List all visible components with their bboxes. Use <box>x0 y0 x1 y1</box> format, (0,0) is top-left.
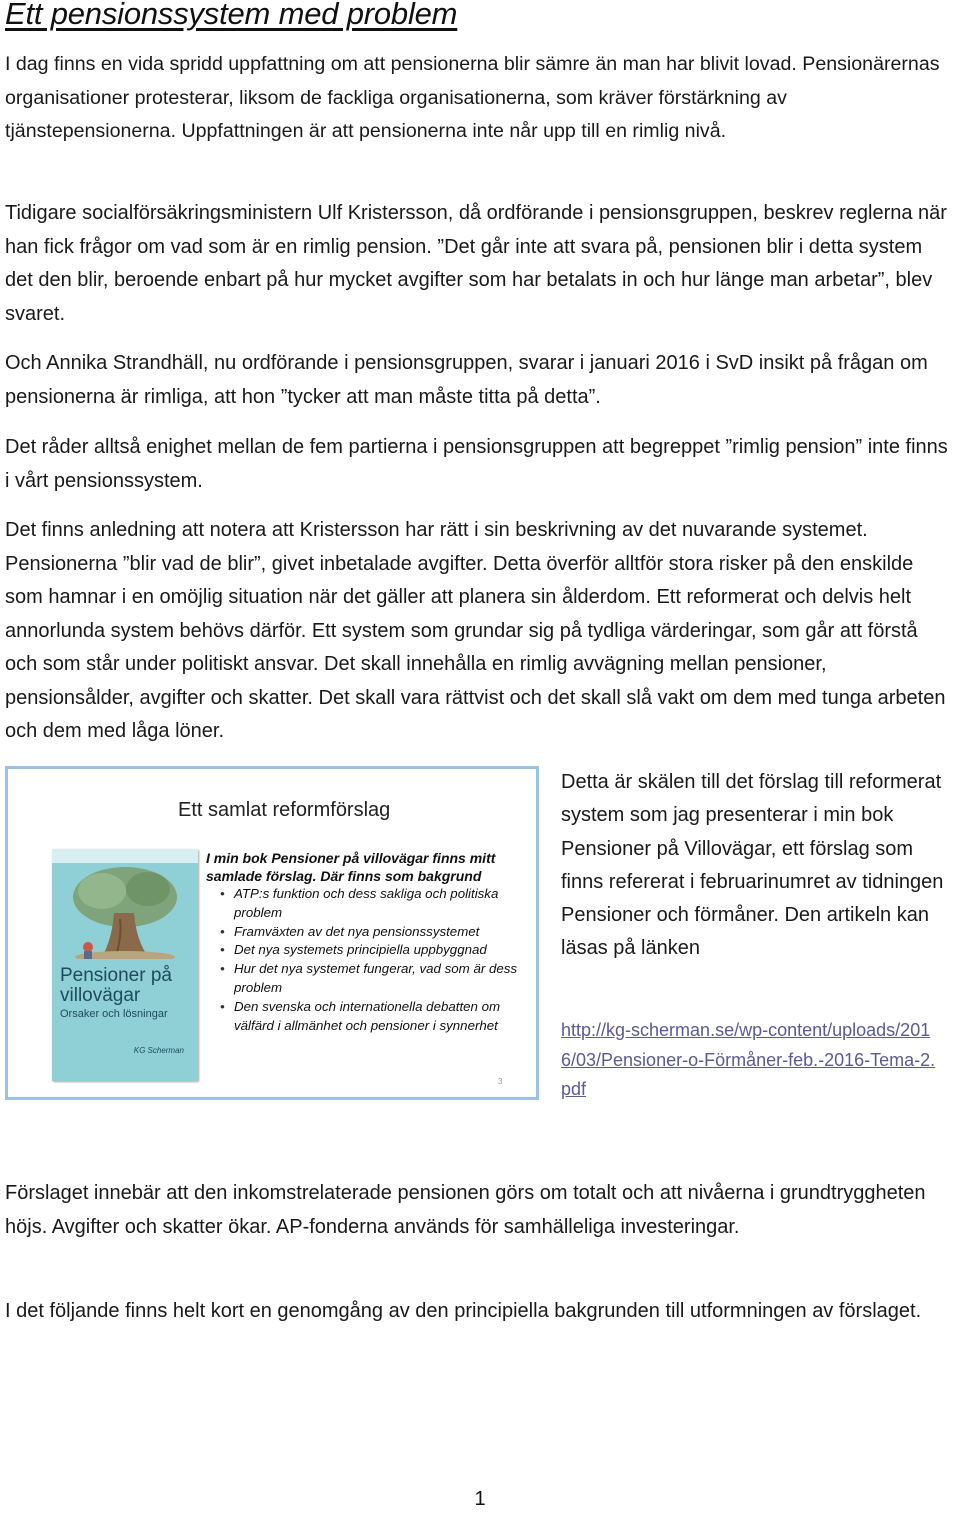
slide-bullet-item: • Framväxten av det nya pensionssystemet <box>220 923 532 942</box>
paragraph-reform-need: Det finns anledning att notera att Kristersson har rätt i sin beskrivning av det nuvarande systemet. Pensionerna ”blir vad de blir”, givet inbetalade avgifter. Detta överför alltför stora risker på den enskilde som hamnar i en omöjlig situation när det gäller att planera sin ålderdom. Ett reformerat och delvis helt annorlunda system behövs därför. Ett system som grundar sig på tydliga värderingar, som går att förstå och som står under politiskt ansvar. Det skall innehålla en rimlig avvägning mellan pensioner, pensionsålder, avgifter och skatter. Det skall vara rättvist och det skall slå vakt om dem med tunga arbeten och dem med låga löner. <box>5 519 946 742</box>
slide-title: Ett samlat reformförslag <box>178 799 391 821</box>
article-link[interactable]: http://kg-scherman.se/wp-content/uploads/2016/03/Pensioner-o-Förmåner-feb.-2016-Tema-2.pdf <box>561 1020 936 1099</box>
book-subtitle: Orsaker och lösningar <box>60 1008 168 1020</box>
slide-lead-text: I min bok Pensioner på villovägar finns mitt samlade förslag. Där finns som bakgrund <box>206 850 496 884</box>
paragraph-proposal-summary: Förslaget innebär att den inkomstrelaterade pensionen görs om totalt och att nivåerna i grundtryggheten höjs. Avgifter och skatter ökar. AP-fonderna används för samhälleliga investeringar. <box>5 1182 926 1238</box>
paragraph-strandhall: Och Annika Strandhäll, nu ordförande i pensionsgruppen, svarar i januari 2016 i SvD insikt på frågan om pensionerna är rimliga, att hon ”tycker att man måste titta på detta”. <box>5 352 928 408</box>
paragraph-intro: I dag finns en vida spridd uppfattning om att pensionerna blir sämre än man har blivit lovad. Pensionärernas organisationer protesterar, liksom de fackliga organisationerna, som kräver förstärkning av tjänstepensionerna. Uppfattningen är att pensionerna inte når upp till en rimlig nivå. <box>5 53 940 142</box>
slide-bullet-item: • ATP:s funktion och dess sakliga och politiska problem <box>220 885 532 923</box>
tree-illustration-icon <box>62 863 188 959</box>
slide-number: 3 <box>498 1077 503 1086</box>
book-author: KG Scherman <box>133 1046 184 1055</box>
slide-bullet-list <box>220 885 532 1035</box>
book-title: Pensioner på villovägar <box>60 965 172 1006</box>
page-number: 1 <box>474 1488 486 1510</box>
paragraph-consensus: Det råder alltså enighet mellan de fem partierna i pensionsgruppen att begreppet ”rimlig pension” inte finns i vårt pensionssystem. <box>5 436 948 492</box>
slide-bullet-item: • Hur det nya systemet fungerar, vad som är dess problem <box>220 960 532 998</box>
slide-bullet-item: • Det nya systemets principiella uppbyggnad <box>220 941 532 960</box>
paragraph-proposal-reasons: Detta är skälen till det förslag till reformerat system som jag presenterar i min bok Pensioner på Villovägar, ett förslag som finns refererat i februarinumret av tidningen Pensioner och förmåner. Den artikeln kan läsas på länken <box>561 771 944 960</box>
paragraph-following: I det följande finns helt kort en genomgång av den principiella bakgrunden till utformningen av förslaget. <box>5 1300 922 1322</box>
slide-bullet-item: • Den svenska och internationella debatten om välfärd i allmänhet och pensioner i synnerhet <box>220 998 532 1036</box>
reform-proposal-slide-image <box>5 766 539 1100</box>
document-title: Ett pensionssystem med problem <box>5 0 458 31</box>
paragraph-kristersson: Tidigare socialförsäkringsministern Ulf Kristersson, då ordförande i pensionsgruppen, beskrev reglerna när han fick frågor om vad som är en rimlig pension. ”Det går inte att svara på, pensionen blir i detta system det den blir, beroende enbart på hur mycket avgifter som har betalats in och hur länge man arbetar”, blev svaret. <box>5 202 947 325</box>
book-cover-image <box>52 849 198 1081</box>
